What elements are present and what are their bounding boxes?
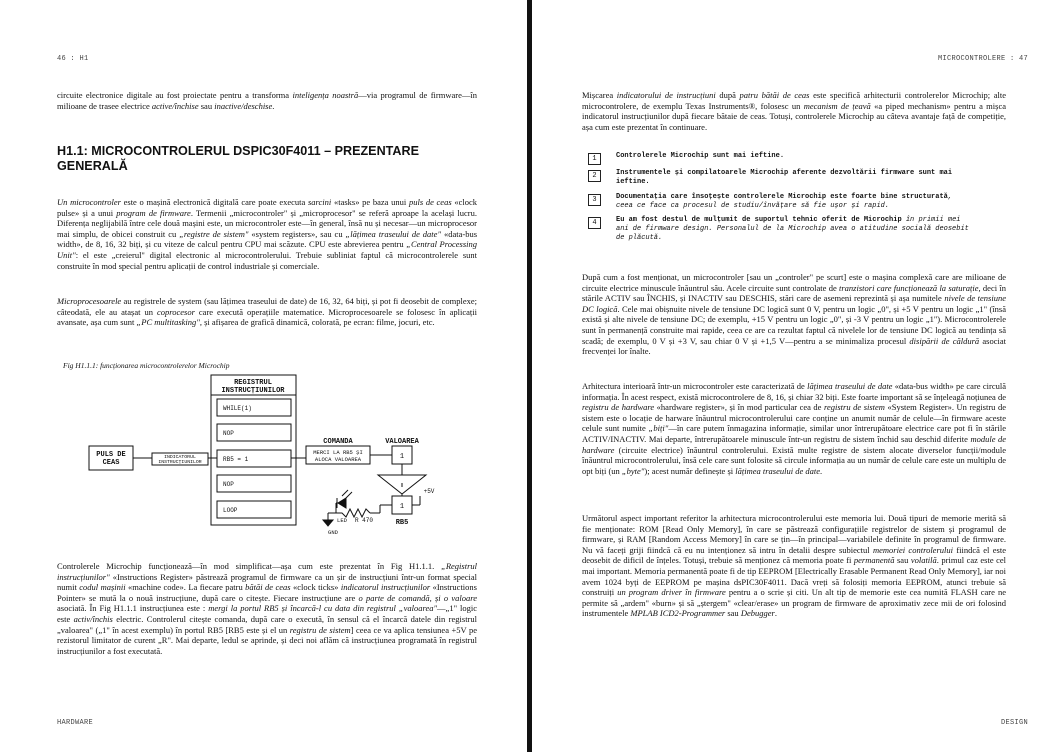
instruction-text: LOOP <box>223 507 238 514</box>
paragraph-microcontroller: Un microcontroler este o mașină electronică digitală care poate executa sarcini «tasks» pe baza unui puls de ceas «clock pulse» și a unui program de firmware. Termenii „microcontroler" și „microprocesor" se referă aproape la același lucru. Diferența neglijabilă între cele două mașini este, un microcontroler este—în general, însă nu și necesar—un microprocesor mai simplu, de obicei construit cu „registre de sistem" «system registers», sau cu „lățimea traseului de date" «data-bus width», de 8, 16, 32 biți, și cu viteze de calcul pentru CPU mai scăzute. CPU este abrevierea pentru „Central Processing Unit": el este „creierul" digital electronic al microcontrolerului. Trebuie subliniat faptul că microcontrolerele sunt construite în mod special pentru aplicații de control industriale și comerciale. <box>57 197 477 271</box>
resistor-label: R 470 <box>354 517 374 524</box>
gnd-label: GND <box>328 529 338 536</box>
clock-label-line1: PULS DE <box>96 451 126 459</box>
item-number: 3 <box>588 194 601 206</box>
paragraph-memory: Următorul aspect important referitor la arhitectura microcontrolerului este memoria lui. Două tipuri de memorie merită să fie menționate: ROM [Read Only Memory], în care se păstrează configurațiile registrelor de sistem și programul de firmware, și RAM [Random Access Memory] în care se țin—în principal—variabilele definite în programul de firmware. Nu vă faceți griji fiindcă că eu nu intenționez să intru în detalii despre subiectul memoriei controlerului fiindcă el este deosebit de dificil de înțeles. Totuși, trebuie să menționez că memoria poate fi permanentă sau volatilă. primul caz este cel mai important. Memoria permanentă poate fi de tip EEPROM [Electrically Erasable Permanent Read Only Memory], iar noi avem 1024 byți de EEPROM pe mașina dsPIC30F4011. Dacă vreți să folosiți memoria EEPROM, atunci trebuie să construiți un program driver în firmware pentru a o scrie și citi. Un alt tip de memorie este cea numită FLASH care ne permite să „ardem" «burn» și să „ștergem" «clear/erase» un program de firmware de aproximativ zece mii de ori folosind instrumentele MPLAB ICD2-Programmer sau Debugger. <box>582 513 1006 619</box>
microcontroller-diagram <box>80 373 440 538</box>
gnd-icon <box>323 520 333 526</box>
item-number: 2 <box>588 170 601 182</box>
instruction-text: RB5 = 1 <box>223 456 249 463</box>
left-running-head: 46 : H1 <box>57 55 89 63</box>
section-heading: H1.1: MICROCONTROLERUL DSPIC30F4011 – PREZENTARE GENERALĂ <box>57 144 420 173</box>
paragraph-architecture: Arhitectura interioară într-un microcontroler este caracterizată de lățimea traseului de date «data-bus width» pe care circulă informația. În acest respect, există microcontrolere de 8, 16, și chiar 32 biți. Este foarte important să se înțeleagă noțiunea de registru de hardware «hardware register», și în mod particular cea de registru de sistem «System Register». Un registru de sistem este o locație de harware înăuntrul microcontrolerului care conține un anumit număr de celule—în firmware aceste celule sunt numite „biți"—în care putem înmagazina informație, similar unor întrerupătoare electrice care pot fi în stările ACTIV/INACTIV. Mai departe, întrerupătoarele minuscule într-un registru de sistem închid sau deschid diferite module de hardware (circuite electrice) înăuntrul controlerului. Există multe registre de sistem alocate diverselor funcții/module înăuntrul microcontrolerului, însă cele care sunt folosite să circule informația au un număr de celule care este un multiplu de opt biți (un „byte"); acest număr definește și lățimea traseului de date. <box>582 381 1007 476</box>
vcc-label: +5V <box>423 488 435 495</box>
instruction-text: NOP <box>223 481 234 488</box>
paragraph-figure-explanation: Controlerele Microchip funcționează—în mod simplificat—așa cum este prezentat în Fig H1.1.1. „Registrul instrucțiunilor" «Instructions Register» păstrează programul de firmware ca un șir de instrucțiuni într-un format special numit codul mașinii «machine code». La fiecare patru bătăi de ceas «clock ticks» indicatorul instrucțiunilor «Instructions Pointer» se mută la o nouă instrucțiune, după care o citește. Fiecare instrucțiune are o parte de comandă, și o valoare asociată. În Fig H1.1.1 instrucțiunea este : mergi la portul RB5 și încarcă-l cu data din registrul „valoarea"—„1" logic este activ/închis electric. Controlerul citește comanda, după care o execută, în sensul că el încarcă datele din registrul „valoarea" („1" în acest exemplu) în portul RB5 [RB5 este și el un registru de sistem] ceea ce va aplica tensiunea +5V pe rezistorul limitator de curent „R". Mai departe, ledul se aprinde, și deci noi aflăm că instrucțiunea programată în registrul instrucțiunilor a fost executată. <box>57 561 477 656</box>
paragraph-logic-levels: După cum a fost menționat, un microcontroler [sau un „controler" pe scurt] este o mașina complexă care are milioane de circuite electrice minuscule înăuntrul său. Acele circuite sunt controlate de tranzistori care funcționează la saturație, deci în stările ACTIV sau ÎNCHIS, și INACTIV sau DESCHIS, stări care de asemeni reprezintă și așa numitele nivele de tensiune DC logică. Cele mai obișnuite nivele de tensiune DC logică sunt 0 V, pentru un logic „0", și +5 V pentru un logic „1" (însă există și alte nivele de tensiune DC; de exemplu, +15 V pentru un logic „0", și -3 V pentru un logic „1"). Microcontrolerele sunt în permanență construite mai rapide, ceea ce are ca rezultat faptul că nivelele lor de tensiune DC logică au tendința să scadă; de exemplu, 0 V și +3 V, sau chiar 0 V și +1,5 V—pentru a se minimaliza procesul disipării de căldură asociat frecvenței lor înalte. <box>582 272 1007 357</box>
right-running-foot: DESIGN <box>1000 719 1028 727</box>
command-text-line2: ALOCA VALOAREA <box>314 456 362 463</box>
value-box-text: 1 <box>399 453 405 461</box>
left-page <box>0 0 527 752</box>
item-number: 4 <box>588 217 601 229</box>
advantages-list <box>588 152 971 244</box>
list-item: 4 Eu am fost destul de mulțumit de suportul tehnic oferit de Microchip în primii mei ani de firmware design. Personalul de la Microchip avea o atitudine socială deosebit de plăcută. <box>588 216 971 244</box>
led-label: LED <box>337 517 347 524</box>
right-running-head: MICROCONTROLERE : 47 <box>937 55 1028 63</box>
figure-caption: Fig H1.1.1: funcționarea microcontrolerelor Microchip <box>63 361 230 370</box>
list-item: 2 Instrumentele și compilatoarele Microchip aferente dezvoltării firmware sunt mai ieftine. <box>588 169 971 187</box>
paragraph-microprocessors: Microprocesoarele au registrele de system (sau lățimea traseului de date) de 16, 32, 64 biți, și pot fi deosebit de complexe; câteodată, ele au atașat un coprocesor care execută operațiile matematice. Microprocesoarele se folosesc în aplicații avansate, așa cum sunt „PC multitasking", și afișarea de grafică dinamică, colorată, pe ecran: filme, jocuri, etc. <box>57 296 477 328</box>
register-title-line1: REGISTRUL <box>234 379 272 387</box>
intro-paragraph: circuite electronice digitale au fost proiectate pentru a transforma inteligența noastră—via programul de firmware—în milioane de trasee electrice active/închise sau inactive/deschise. <box>57 90 477 111</box>
right-page <box>532 0 1057 752</box>
resistor-symbol <box>336 509 370 517</box>
paragraph-instruction-pointer: Mișcarea indicatorului de instrucțiuni după patru bătăi de ceas este specifică arhitecturii controlerelor Microchip; alte microcontrolere, de exemplu Texas Instruments®, folosesc un mecanism de țeavă «a piped mechanism» pentru a mișca indicatorul instrucțiunilor după fiecare bătaie de ceas. Totuși, controlerele Microchip au câteva avantaje față de competiție, așa cum este prezentat în continuare. <box>582 90 1007 132</box>
value-title: VALOAREA <box>385 438 419 446</box>
register-box-text: 1 <box>399 503 405 511</box>
item-number: 1 <box>588 153 601 165</box>
led-symbol <box>338 498 346 508</box>
clock-label-line2: CEAS <box>102 459 120 467</box>
instruction-text: NOP <box>223 430 234 437</box>
instruction-text: WHILE(1) <box>223 405 252 412</box>
command-text-line1: MERCI LA RB5 ȘI <box>313 449 363 456</box>
pointer-label-line1: INDICATORUL <box>164 455 196 460</box>
register-label: RB5 <box>395 519 409 527</box>
pointer-label-line2: INSTRUCȚIUNILOR <box>158 460 202 465</box>
left-running-foot: HARDWARE <box>57 719 94 727</box>
list-item: 1 Controlerele Microchip sunt mai ieftine. <box>588 152 971 161</box>
list-item: 3 Documentația care însoțește controlerele Microchip este foarte bine structurată, ceea ce face ca procesul de studiu/învățare să fie ușor și rapid. <box>588 193 971 211</box>
register-title-line2: INSTRUCȚIUNILOR <box>221 387 285 395</box>
command-title: COMANDA <box>323 438 353 446</box>
